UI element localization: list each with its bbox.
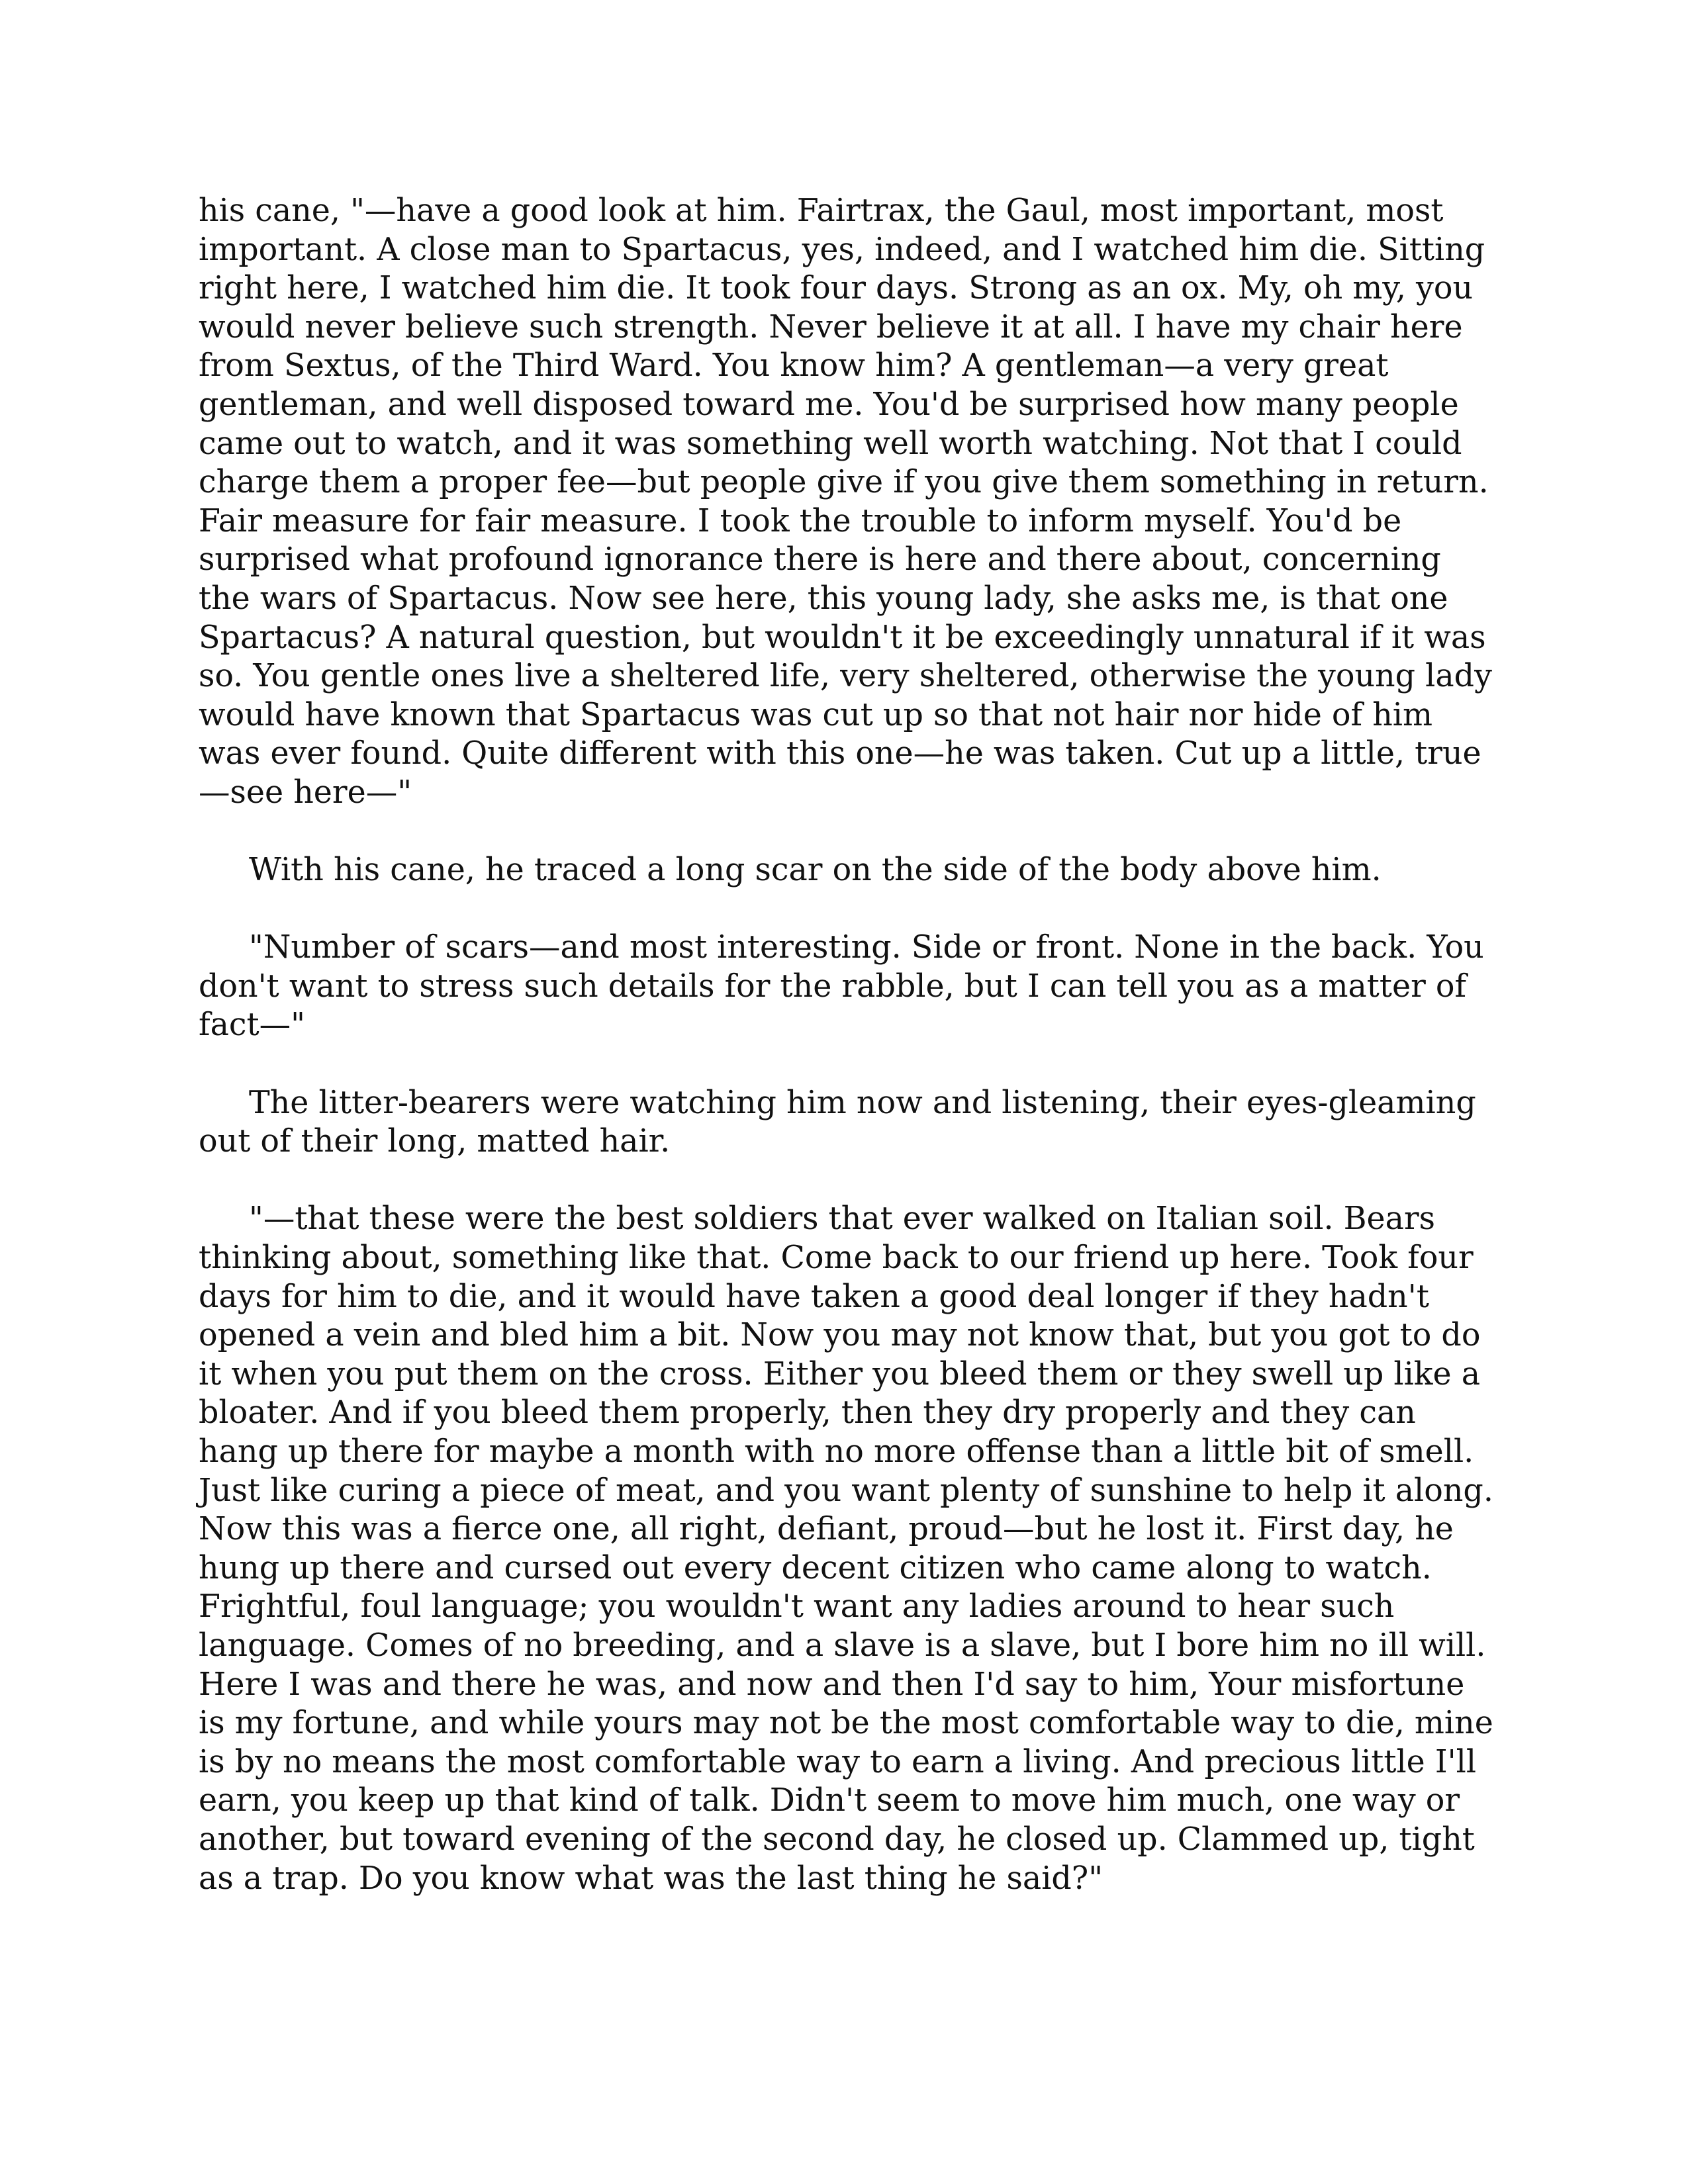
paragraph-continuation: his cane, "—have a good look at him. Fairtrax, the Gaul, most important, most important. A close man to Spartacus, yes, indeed, and I watched him die. Sitting right here, I watched him die. It took four days. Strong as an ox. My, oh my, you would never believe such strength. Never believe it at all. I have my chair here from Sextus, of the Third Ward. You know him? A gentleman—a very great gentleman, and well disposed toward me. You'd be surprised how many people came out to watch, and it was something well worth watching. Not that I could charge them a proper fee—but people give if you give them something in return. Fair measure for fair measure. I took the trouble to inform myself. You'd be surprised what profound ignorance there is here and there about, concerning the wars of Spartacus. Now see here, this young lady, she asks me, is that one Spartacus? A natural question, but wouldn't it be exceedingly unnatural if it was so. You gentle ones live a sheltered life, very sheltered, otherwise the young lady would have known that Spartacus was cut up so that not hair nor hide of him was ever found. Quite different with this one—he was taken. Cut up a little, true—see here—" (199, 193, 1492, 811)
document-page (199, 192, 1496, 1898)
paragraph-soldiers-speech: "—that these were the best soldiers that ever walked on Italian soil. Bears thinking about, something like that. Come back to our friend up here. Took four days for him to die, and it would have taken a good deal longer if they hadn't opened a vein and bled him a bit. Now you may not know that, but you got to do it when you put them on the cross. Either you bleed them or they swell up like a bloater. And if you bleed them properly, then they dry properly and they can hang up there for maybe a month with no more offense than a little bit of smell. Just like curing a piece of meat, and you want plenty of sunshine to help it along. Now this was a fierce one, all right, defiant, proud—but he lost it. First day, he hung up there and cursed out every decent citizen who came along to watch. Frightful, foul language; you wouldn't want any ladies around to hear such language. Comes of no breeding, and a slave is a slave, but I bore him no ill will. Here I was and there he was, and now and then I'd say to him, Your misfortune is my fortune, and while yours may not be the most comfortable way to die, mine is by no means the most comfortable way to earn a living. And precious little I'll earn, you keep up that kind of talk. Didn't seem to move him much, one way or another, but toward evening of the second day, he closed up. Clammed up, tight as a trap. Do you know what was the last thing he said?" (199, 1201, 1493, 1897)
paragraph-scars-speech: "Number of scars—and most interesting. Side or front. None in the back. You don't want to stress such details for the rabble, but I can tell you as a matter of fact—" (199, 929, 1484, 1044)
paragraph-scar-trace: With his cane, he traced a long scar on the side of the body above him. (249, 852, 1382, 889)
paragraph-litter-bearers: The litter-bearers were watching him now and listening, their eyes-gleaming out of their long, matted hair. (199, 1084, 1476, 1160)
